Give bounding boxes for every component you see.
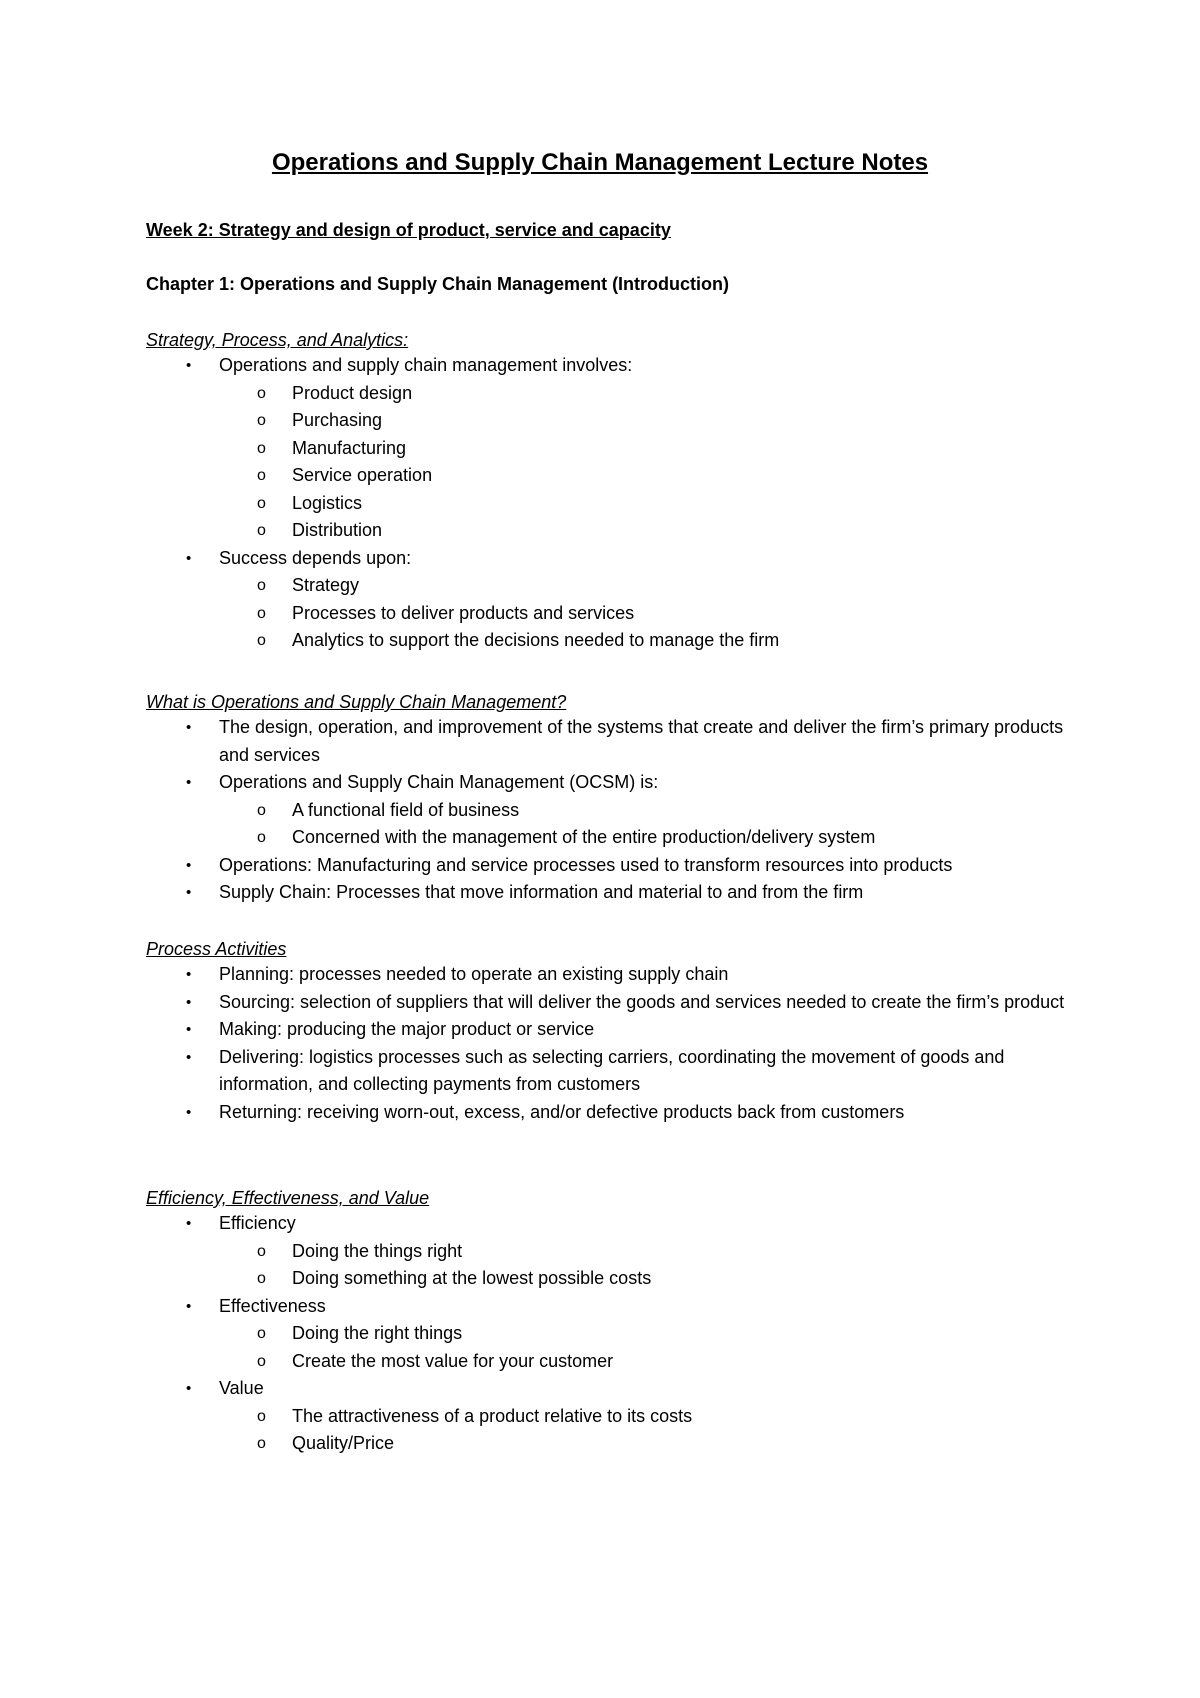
sub-bullet-icon: o (257, 1352, 266, 1370)
sub-bullet-icon: o (257, 412, 266, 429)
bullet-icon: • (186, 1297, 192, 1315)
sub-bullet-item (146, 435, 1086, 463)
bullet-icon: • (186, 1380, 192, 1397)
sub-bullet-icon: o (257, 632, 266, 649)
bullet-icon: • (186, 856, 192, 874)
bullet-icon: • (186, 1021, 192, 1038)
sub-bullet-text: Service operation (292, 465, 433, 485)
section-title: What is Operations and Supply Chain Management? (146, 692, 567, 712)
bullet-item (146, 852, 1086, 880)
bullet-text: Delivering: logistics processes such as selecting carriers, coordinating the movement of goods and information, and collecting payments from customers (219, 1046, 1005, 1094)
bullet-icon: • (186, 1048, 192, 1066)
bullet-item (146, 769, 1086, 797)
bullet-item (146, 989, 1086, 1017)
sub-bullet-text: Concerned with the management of the entire production/delivery system (292, 827, 876, 847)
bullet-icon: • (186, 1215, 192, 1232)
sub-bullet-icon: o (257, 522, 266, 539)
sub-bullet-text: Doing the things right (292, 1240, 463, 1261)
sub-bullet-text: Doing the right things (292, 1323, 463, 1343)
sub-bullet-text: Strategy (292, 575, 360, 595)
sub-bullet-icon: o (257, 604, 266, 622)
bullet-text: Supply Chain: Processes that move information and material to and from the firm (219, 882, 864, 902)
section-what-is-ocsm (146, 690, 1086, 907)
bullet-item (146, 1016, 1086, 1044)
bullet-icon: • (186, 884, 192, 901)
bullet-text: Operations: Manufacturing and service processes used to transform resources into products (219, 854, 953, 875)
sub-bullet-icon: o (257, 577, 266, 594)
bullet-text: Efficiency (219, 1213, 296, 1233)
sub-bullet-text: Manufacturing (292, 437, 407, 458)
sub-bullet-text: Doing something at the lowest possible costs (292, 1268, 652, 1288)
bullet-item (146, 1099, 1086, 1127)
sub-bullet-icon: o (257, 1435, 266, 1452)
sub-bullet-item (146, 1403, 1086, 1431)
sub-bullet-icon: o (257, 1270, 266, 1287)
bullet-icon: • (186, 1103, 192, 1121)
section-title: Efficiency, Effectiveness, and Value (146, 1188, 430, 1208)
sub-bullet-item (146, 462, 1086, 490)
sub-bullet-icon: o (257, 494, 266, 512)
sub-bullet-item (146, 1265, 1086, 1293)
section-strategy-process-analytics (146, 328, 1086, 655)
bullet-text: Planning: processes needed to operate an existing supply chain (219, 964, 729, 984)
bullet-item (146, 961, 1086, 989)
bullet-item (146, 714, 1086, 769)
section-process-activities (146, 937, 1086, 1126)
sub-bullet-text: The attractiveness of a product relative to its costs (292, 1405, 693, 1426)
document-title: Operations and Supply Chain Management Lecture Notes (271, 149, 929, 176)
sub-bullet-item (146, 1238, 1086, 1266)
sub-bullet-text: Product design (292, 382, 413, 403)
sub-bullet-text: Processes to deliver products and services (292, 602, 635, 623)
bullet-text: Returning: receiving worn-out, excess, and/or defective products back from customers (219, 1101, 905, 1122)
sub-bullet-item (146, 490, 1086, 518)
sub-bullet-text: Purchasing (292, 410, 383, 430)
sub-bullet-text: Create the most value for your customer (292, 1350, 614, 1371)
bullet-text: Making: producing the major product or service (219, 1019, 595, 1039)
bullet-icon: • (186, 993, 192, 1011)
sub-bullet-icon: o (257, 1242, 266, 1260)
bullet-icon: • (186, 774, 192, 791)
bullet-item (146, 1210, 1086, 1238)
bullet-item (146, 1044, 1086, 1099)
bullet-item (146, 1293, 1086, 1321)
sub-bullet-item (146, 1348, 1086, 1376)
bullet-text: Success depends upon: (219, 547, 412, 568)
sub-bullet-item (146, 627, 1086, 655)
sub-bullet-icon: o (257, 467, 266, 484)
sub-bullet-item (146, 1320, 1086, 1348)
bullet-icon: • (186, 549, 192, 567)
bullet-icon: • (186, 719, 192, 736)
sub-bullet-item (146, 572, 1086, 600)
bullet-text: Operations and supply chain management involves: (219, 355, 633, 375)
section-title: Strategy, Process, and Analytics: (146, 330, 409, 350)
bullet-text: Sourcing: selection of suppliers that will deliver the goods and services needed to create the firm’s product (219, 991, 1065, 1012)
bullet-icon: • (186, 966, 192, 983)
sub-bullet-icon: o (257, 1407, 266, 1425)
sub-bullet-icon: o (257, 829, 266, 846)
chapter-heading: Chapter 1: Operations and Supply Chain Management (Introduction) (146, 274, 730, 294)
bullet-text: The design, operation, and improvement of the systems that create and deliver the firm’s primary products and services (219, 717, 1064, 765)
sub-bullet-text: Logistics (292, 492, 363, 513)
section-title: Process Activities (146, 939, 287, 959)
sub-bullet-item (146, 600, 1086, 628)
sub-bullet-text: Quality/Price (292, 1433, 395, 1453)
sub-bullet-text: Distribution (292, 520, 383, 540)
sub-bullet-item (146, 517, 1086, 545)
bullet-text: Effectiveness (219, 1295, 326, 1316)
sub-bullet-item (146, 1430, 1086, 1458)
sub-bullet-item (146, 380, 1086, 408)
week-heading: Week 2: Strategy and design of product, service and capacity (146, 220, 671, 240)
bullet-item (146, 545, 1086, 573)
sub-bullet-text: A functional field of business (292, 799, 520, 820)
bullet-text: Operations and Supply Chain Management (OCSM) is: (219, 772, 659, 792)
sub-bullet-icon: o (257, 384, 266, 402)
bullet-item (146, 1375, 1086, 1403)
sub-bullet-icon: o (257, 801, 266, 819)
sub-bullet-icon: o (257, 1325, 266, 1342)
sub-bullet-icon: o (257, 439, 266, 457)
sub-bullet-item (146, 797, 1086, 825)
bullet-icon: • (186, 357, 192, 374)
sub-bullet-text: Analytics to support the decisions needed to manage the firm (292, 630, 780, 650)
sub-bullet-item (146, 407, 1086, 435)
bullet-item (146, 879, 1086, 907)
bullet-item (146, 352, 1086, 380)
section-efficiency-effectiveness-value (146, 1186, 1086, 1458)
sub-bullet-item (146, 824, 1086, 852)
bullet-text: Value (219, 1378, 264, 1398)
